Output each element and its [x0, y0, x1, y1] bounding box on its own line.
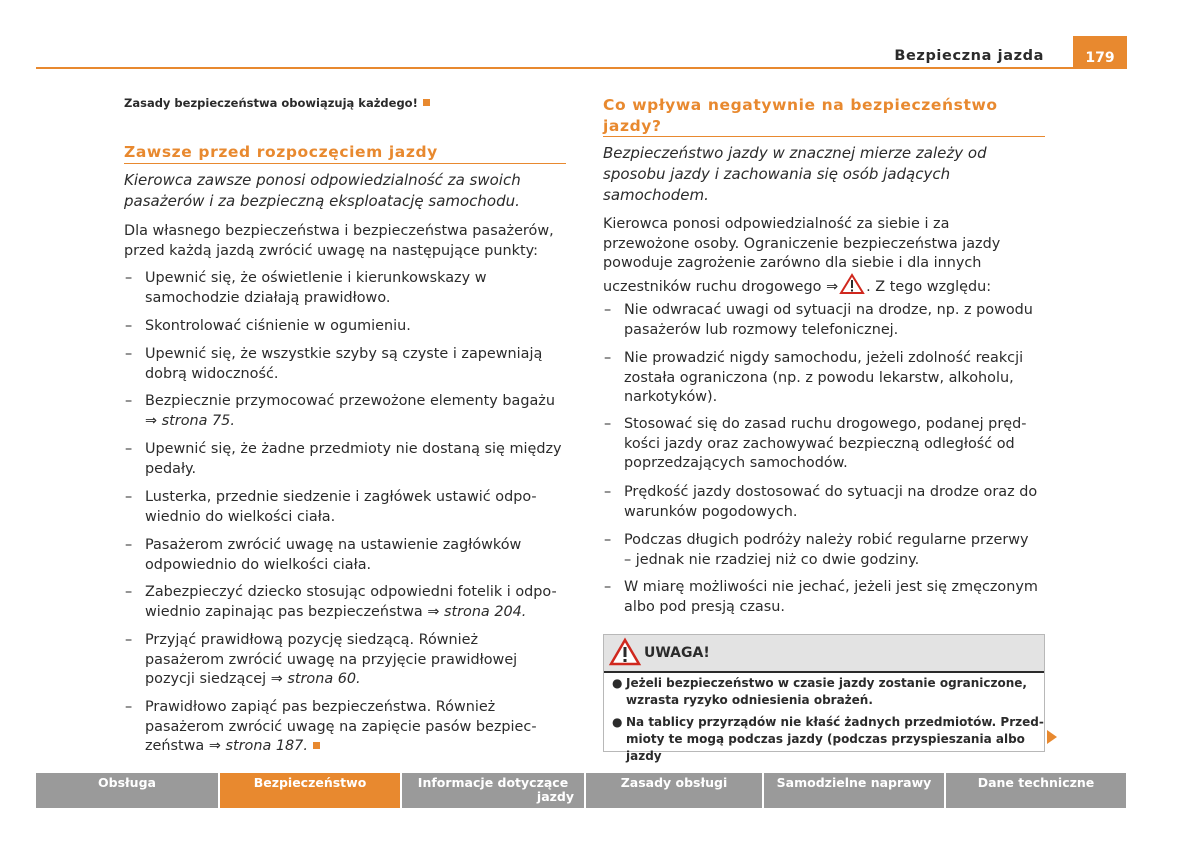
list-item: – Lusterka, przednie siedzenie i zagłówek ustawić odpo- wiednio do wielkości ciała.: [125, 489, 537, 525]
end-mark-icon: [313, 742, 320, 749]
list-item: – Stosować się do zasad ruchu drogowego, podanej pręd- kości jazdy oraz zachowywać bezpieczną odległość od poprzedzających samochodów.: [604, 416, 1027, 471]
tab-informacje-jazdy[interactable]: Informacje dotyczące jazdy: [402, 773, 584, 808]
page-reference[interactable]: strona 187.: [225, 738, 308, 754]
continue-arrow-icon[interactable]: [1047, 730, 1057, 744]
page-reference[interactable]: strona 75.: [161, 412, 235, 429]
list-item: – Podczas długich podróży należy robić regularne przerwy – jednak nie rzadziej niż co dwie godziny.: [604, 532, 1029, 568]
list-item: – W miarę możliwości nie jechać, jeżeli jest się zmęczonym albo pod presją czasu.: [604, 579, 1038, 615]
tab-zasady-obslugi[interactable]: Zasady obsługi: [586, 773, 762, 808]
header-rule: [36, 67, 1126, 69]
section-title: Bezpieczna jazda: [894, 48, 1044, 64]
warning-box: [603, 634, 1045, 763]
warning-item: ● Jeżeli bezpieczeństwo w czasie jazdy zostanie ograniczone, wzrasta ryzyko odniesienia obrażeń.: [612, 676, 1027, 707]
list-item: – Bezpiecznie przymocować przewożone elementy bagażu ⇒ strona 75.: [125, 393, 555, 429]
heading-rule: [124, 163, 566, 164]
intro-right: Bezpieczeństwo jazdy w znacznej mierze zależy od sposobu jazdy i zachowania się osób jadących samochodem.: [603, 144, 987, 204]
list-item: – Skontrolować ciśnienie w ogumieniu.: [125, 318, 411, 334]
list-item: – Przyjąć prawidłową pozycję siedzącą. Również pasażerom zwrócić uwagę na przyjęcie prawidłowej pozycji siedzącej ⇒ strona 60.: [125, 632, 518, 687]
list-item: – Prawidłowo zapiąć pas bezpieczeństwa. Również pasażerom zwrócić uwagę na zapięcie pasów bezpiec- zeństwa ⇒ strona 187.: [125, 699, 537, 754]
page-reference[interactable]: strona 60.: [287, 671, 361, 687]
list-item: – Nie odwracać uwagi od sytuacji na drodze, np. z powodu pasażerów lub rozmowy telefonicznej.: [604, 302, 1033, 338]
warning-title: UWAGA!: [644, 645, 710, 661]
list-item: – Upewnić się, że wszystkie szyby są czyste i zapewniają dobrą widoczność.: [125, 346, 543, 382]
heading-negative-influence: Co wpływa negatywnie na bezpieczeństwo jazdy?: [603, 96, 998, 135]
list-item: – Nie prowadzić nigdy samochodu, jeżeli zdolność reakcji została ograniczona (np. z powodu lekarstw, alkoholu, narkotyków).: [604, 350, 1024, 405]
heading-before-driving: Zawsze przed rozpoczęciem jazdy: [124, 143, 438, 161]
tab-bezpieczenstwo[interactable]: Bezpieczeństwo: [220, 773, 400, 808]
paragraph-right: Kierowca ponosi odpowiedzialność za siebie i za przewożone osoby. Ograniczenie bezpieczeństwa jazdy powoduje zagrożenie zarówno dla siebie i dla innych uczestników ruchu drogowego ⇒ . Z tego względu:: [603, 215, 1000, 300]
intro-left: Kierowca zawsze ponosi odpowiedzialność za swoich pasażerów i za bezpieczną eksploatację samochodu.: [124, 171, 521, 210]
paragraph-left: Dla własnego bezpieczeństwa i bezpieczeństwa pasażerów, przed każdą jazdą zwrócić uwagę na następujące punkty:: [124, 223, 554, 259]
warning-item: ● Na tablicy przyrządów nie kłaść żadnych przedmiotów. Przed- mioty te mogą podczas jazdy (podczas przyspieszania albo jazdy: [612, 715, 1044, 763]
heading-rule: [603, 136, 1045, 137]
warning-triangle-icon[interactable]: [840, 274, 864, 301]
list-item: – Upewnić się, że oświetlenie i kierunkowskazy w samochodzie działają prawidłowo.: [125, 270, 487, 306]
list-item: – Zabezpieczyć dziecko stosując odpowiedni fotelik i odpo- wiednio zapinając pas bezpieczeństwa ⇒ strona 204.: [125, 584, 557, 620]
list-item: – Pasażerom zwrócić uwagę na ustawienie zagłówków odpowiednio do wielkości ciała.: [125, 537, 522, 573]
page-reference[interactable]: strona 204.: [443, 603, 527, 620]
lead-statement: Zasady bezpieczeństwa obowiązują każdego!: [124, 96, 430, 110]
end-mark-icon: [423, 99, 430, 106]
tab-obsluga[interactable]: Obsługa: [36, 773, 218, 808]
tab-samodzielne-naprawy[interactable]: Samodzielne naprawy: [764, 773, 944, 808]
warning-header: [604, 635, 1044, 673]
list-item: – Upewnić się, że żadne przedmioty nie dostaną się między pedały.: [125, 441, 562, 477]
list-item: – Prędkość jazdy dostosować do sytuacji na drodze oraz do warunków pogodowych.: [604, 484, 1038, 520]
warning-triangle-icon: [609, 638, 641, 670]
tab-dane-techniczne[interactable]: Dane techniczne: [946, 773, 1126, 808]
page-number: 179: [1073, 36, 1127, 69]
